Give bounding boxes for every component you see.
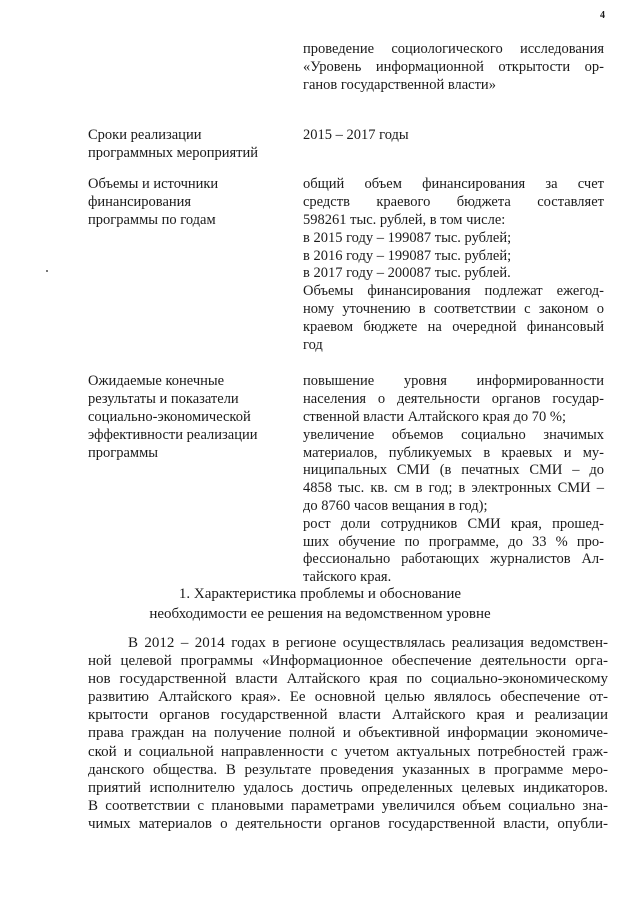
passport-label — [88, 127, 288, 163]
label-line: программных мероприятий — [88, 145, 259, 162]
label-line: финансирования — [88, 194, 192, 211]
value-line: в 2016 году – 199087 тыс. рублей; — [303, 247, 512, 264]
value-line: рост доли сотрудников СМИ края, прошед- — [303, 515, 604, 532]
value-line: фессионально работающих журналистов Ал- — [303, 551, 604, 568]
value-line: ниципальных СМИ (в печатных СМИ – до — [303, 462, 604, 479]
scan-speck — [46, 270, 48, 272]
value-line: проведение социологического исследования — [303, 41, 604, 57]
body-line: крытости органов государственной власти Алтайского края и реализации — [88, 707, 608, 724]
body-line: В 2012 – 2014 годах в регионе осуществлялась реализация ведомствен- — [128, 635, 608, 651]
label-line: Ожидаемые конечные — [88, 373, 225, 390]
value-line: 4858 тыс. кв. см в год; в электронных СМИ – — [303, 480, 604, 497]
passport-row-financing — [88, 176, 608, 354]
value-line: ших обучение по программе, до 33 % про- — [303, 533, 604, 550]
value-line: год — [303, 336, 323, 353]
value-line: 598261 тыс. рублей, в том числе: — [303, 211, 506, 228]
body-line: ной целевой программы «Информационное обеспечение деятельности орга- — [88, 653, 608, 670]
section-heading — [80, 585, 560, 624]
body-line: приятий исполнителю удалось достичь определенных целевых индикаторов. — [88, 779, 608, 796]
value-line: увеличение объемов социально значимых — [303, 426, 604, 443]
passport-value — [303, 176, 604, 354]
program-passport-table — [88, 41, 608, 587]
value-line: Объемы финансирования подлежат ежегод- — [303, 283, 604, 300]
label-line: программы по годам — [88, 211, 216, 228]
label-line: Объемы и источники — [88, 176, 219, 193]
label-line: социально-экономической — [88, 408, 251, 425]
passport-row-timeline — [88, 127, 608, 163]
body-line: чимых материалов о деятельности органов государственной власти, опубли- — [88, 815, 608, 832]
value-line: населения о деятельности органов государ- — [303, 391, 604, 408]
passport-label — [88, 176, 288, 229]
value-line: ственной власти Алтайского края до 70 %; — [303, 408, 566, 425]
label-line: эффективности реализации — [88, 426, 258, 443]
body-line: ской и социальной направленности с учетом актуальных потребностей граж- — [88, 743, 608, 760]
value-line: тайского края. — [303, 569, 392, 586]
passport-row-results — [88, 373, 608, 587]
passport-row-activities — [88, 41, 608, 94]
passport-value — [303, 127, 604, 163]
body-line: В соответствии с плановыми параметрами увеличился объем социально зна- — [88, 797, 608, 814]
value-line: до 8760 часов вещания в год); — [303, 497, 488, 514]
label-line: программы — [88, 444, 158, 461]
value-line: общий объем финансирования за счет — [303, 176, 604, 193]
body-line: нов государственной власти Алтайского края по социально-экономическому — [88, 671, 608, 688]
body-line: данского общества. В результате проведения указанных в программе меро- — [88, 761, 608, 778]
page-number: 4 — [600, 10, 605, 21]
value-line: в 2015 году – 199087 тыс. рублей; — [303, 229, 512, 246]
heading-line: 1. Характеристика проблемы и обоснование — [178, 586, 462, 602]
heading-line: необходимости ее решения на ведомственном уровне — [149, 605, 491, 622]
value-line: «Уровень информационной открытости ор- — [303, 58, 604, 75]
value-line: средств краевого бюджета составляет — [303, 194, 604, 211]
body-paragraph — [88, 634, 608, 833]
passport-label — [88, 373, 288, 462]
body-line: права граждан на получение полной и объективной информации экономиче- — [88, 725, 608, 742]
value-line: 2015 – 2017 годы — [303, 127, 409, 144]
label-line: результаты и показатели — [88, 391, 239, 408]
passport-value — [303, 41, 604, 94]
label-line: Сроки реализации — [88, 127, 202, 144]
value-line: повышение уровня информированности — [303, 373, 604, 390]
value-line: краевом бюджете на очередной финансовый — [303, 318, 604, 335]
body-line: развитию Алтайского края». Ее основной целью являлось обеспечение от- — [88, 689, 608, 706]
value-line: ганов государственной власти» — [303, 76, 496, 93]
value-line: ному уточнению в соответствии с законом о — [303, 300, 604, 317]
passport-value — [303, 373, 604, 587]
value-line: в 2017 году – 200087 тыс. рублей. — [303, 265, 511, 282]
value-line: материалов, публикуемых в краевых и му- — [303, 444, 604, 461]
